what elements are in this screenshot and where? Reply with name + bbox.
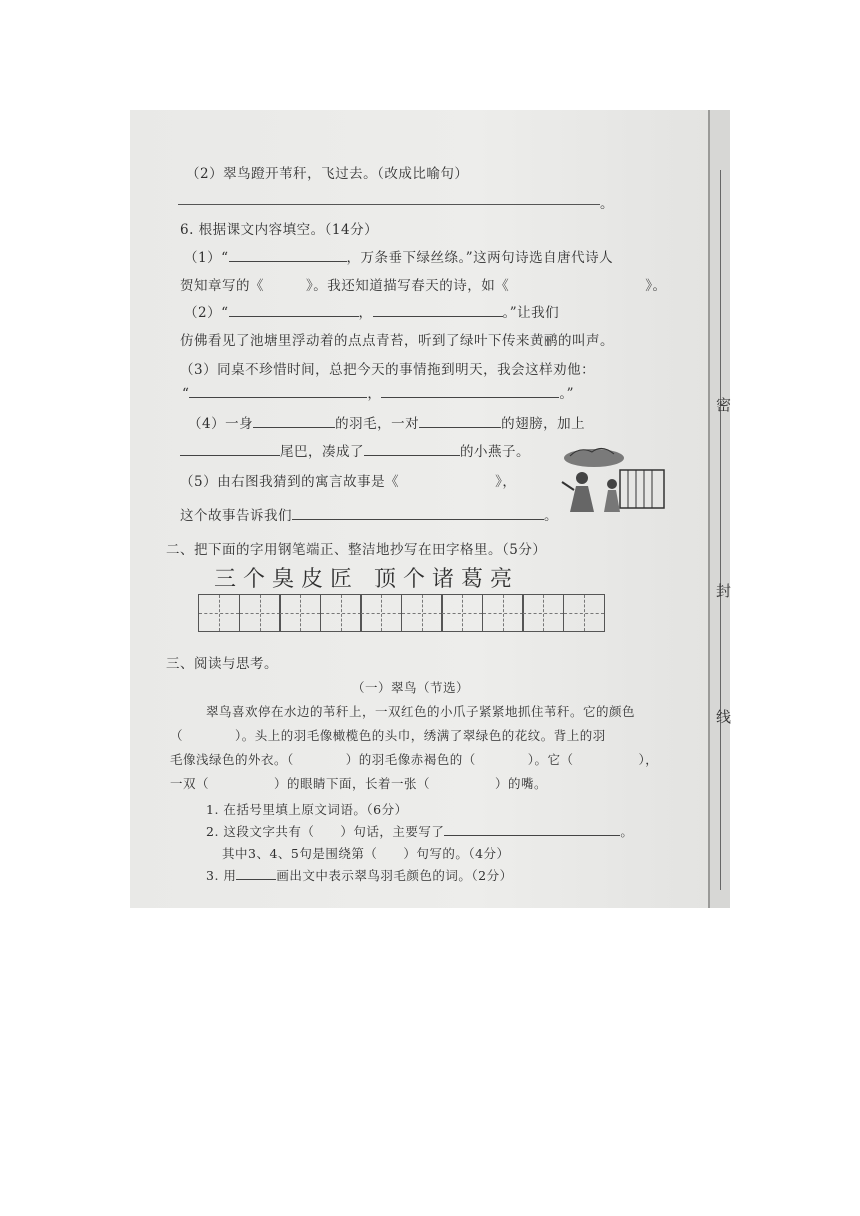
worksheet-page: [130, 110, 708, 908]
passage-title: （一）翠鸟（节选）: [352, 680, 470, 695]
passage-line-1: 翠鸟喜欢停在水边的苇秆上，一双红色的小爪子紧紧地抓住苇秆。它的颜色: [206, 704, 636, 719]
binding-margin: [708, 110, 730, 908]
margin-mark: 封: [716, 582, 732, 600]
margin-mark: 密: [716, 396, 732, 414]
fable-illustration: [550, 442, 668, 516]
question-1: 1. 在括号里填上原文词语。（6分）: [206, 802, 408, 817]
grid-cell[interactable]: [198, 594, 240, 632]
passage-line-3: 毛像浅绿色的外衣。（ ）的羽毛像赤褐色的（ ）。它（ ），: [170, 752, 659, 767]
question-2-sub: 其中3、4、5句是围绕第（ ）句写的。（4分）: [222, 846, 510, 861]
q6-4-line1: （4）一身 的羽毛，一对 的翅膀，加上: [188, 416, 586, 432]
grid-cell[interactable]: [239, 594, 281, 632]
q6-3-line1: （3）同桌不珍惜时间，总把今天的事情拖到明天，我会这样劝他：: [180, 362, 596, 378]
copy-characters: 三 个 臭 皮 匠 顶 个 诸 葛 亮: [214, 567, 512, 592]
passage-line-2: （ ）。头上的羽毛像橄榄色的头巾，绣满了翠绿色的花纹。背上的羽: [170, 728, 606, 743]
tianzige-grid: [198, 594, 603, 632]
grid-cell[interactable]: [279, 594, 321, 632]
grid-cell[interactable]: [401, 594, 443, 632]
q6-1-line2: 贺知章写的《 》。我还知道描写春天的诗，如《 》。: [180, 278, 667, 294]
section3-header: 三、阅读与思考。: [166, 656, 278, 672]
q6-5-line2: 这个故事告诉我们 。: [180, 508, 558, 524]
answer-line: [178, 204, 600, 205]
grid-cell[interactable]: [522, 594, 564, 632]
q6-3-line2: “ ， 。”: [182, 386, 575, 402]
question-3: 3. 用 画出文中表示翠鸟羽毛颜色的词。（2分）: [206, 868, 513, 883]
q6-2-line2: 仿佛看见了池塘里浮动着的点点青苔，听到了绿叶下传来黄鹂的叫声。: [180, 333, 614, 349]
period-mark: 。: [600, 196, 614, 212]
grid-cell[interactable]: [320, 594, 362, 632]
q6-5-line1: （5）由右图我猜到的寓言故事是《 》，: [180, 474, 517, 490]
grid-cell[interactable]: [482, 594, 524, 632]
scanned-photo: [130, 110, 732, 908]
grid-cell[interactable]: [563, 594, 605, 632]
grid-cell[interactable]: [360, 594, 402, 632]
passage-line-4: 一双（ ）的眼睛下面，长着一张（ ）的嘴。: [170, 776, 548, 791]
q6-4-line2: 尾巴，凑成了 的小燕子。: [180, 440, 530, 460]
question-2: 2. 这段文字共有（ ）句话，主要写了 。: [206, 824, 634, 839]
q2-rewrite-prompt: （2）翠鸟蹬开苇秆，飞过去。（改成比喻句）: [186, 166, 469, 182]
q6-1-line1: （1）“ ，万条垂下绿丝绦。”这两句诗选自唐代诗人: [184, 250, 614, 266]
grid-cell[interactable]: [441, 594, 483, 632]
margin-mark: 线: [716, 708, 732, 726]
q6-header: 6. 根据课文内容填空。（14分）: [180, 222, 379, 238]
margin-rule: [720, 170, 721, 890]
section2-header: 二、把下面的字用钢笔端正、整洁地抄写在田字格里。（5分）: [166, 542, 547, 558]
q6-2-line1: （2）“ ， 。”让我们: [184, 305, 560, 321]
